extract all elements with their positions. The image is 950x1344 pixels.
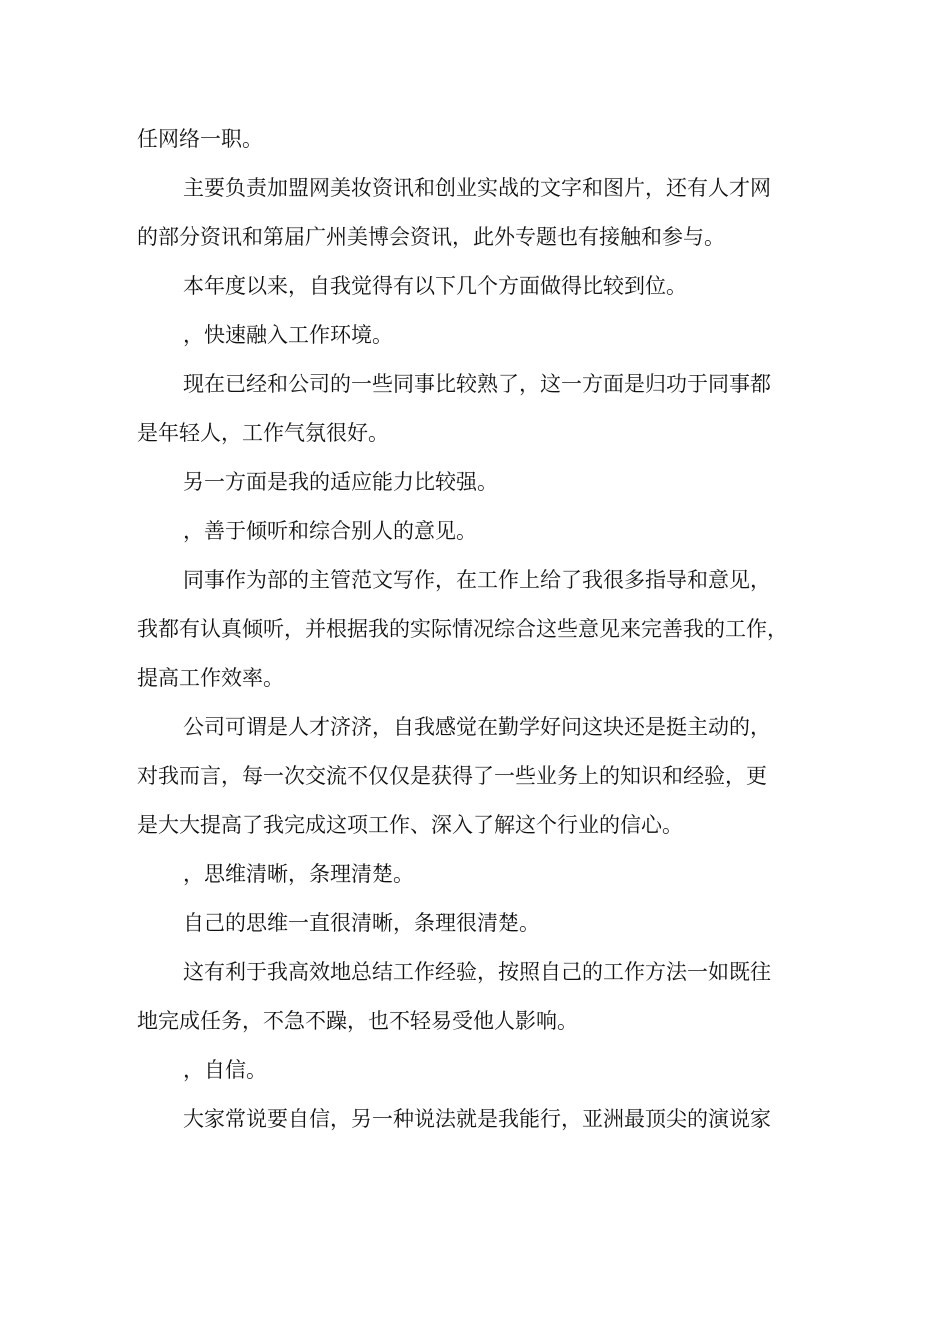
paragraph bbox=[137, 1046, 817, 1095]
paragraph-line: 地完成任务，不急不躁，也不轻易受他人影响。 bbox=[137, 1009, 578, 1033]
paragraph bbox=[137, 1095, 817, 1144]
paragraph bbox=[137, 164, 817, 262]
paragraph-line: 同事作为部的主管范文写作，在工作上给了我很多指导和意见， bbox=[183, 568, 771, 592]
paragraph-line: ，善于倾听和综合别人的意见。 bbox=[183, 519, 477, 543]
paragraph bbox=[137, 262, 817, 311]
paragraph bbox=[137, 360, 817, 458]
paragraph-line: 主要负责加盟网美妆资讯和创业实战的文字和图片，还有人才网 bbox=[183, 176, 771, 200]
paragraph-line: 任网络一职。 bbox=[137, 127, 263, 151]
paragraph bbox=[137, 948, 817, 1046]
paragraph-line: 另一方面是我的适应能力比较强。 bbox=[183, 470, 498, 494]
paragraph-line: 提高工作效率。 bbox=[137, 666, 284, 690]
paragraph bbox=[137, 703, 817, 850]
paragraph bbox=[137, 899, 817, 948]
paragraph-line: 公司可谓是人才济济，自我感觉在勤学好问这块还是挺主动的， bbox=[183, 715, 771, 739]
paragraph-line: 对我而言，每一次交流不仅仅是获得了一些业务上的知识和经验，更 bbox=[137, 764, 767, 788]
paragraph-line: 自己的思维一直很清晰，条理很清楚。 bbox=[183, 911, 540, 935]
paragraph-line: ，快速融入工作环境。 bbox=[183, 323, 393, 347]
paragraph-line: 现在已经和公司的一些同事比较熟了，这一方面是归功于同事都 bbox=[183, 372, 771, 396]
paragraph bbox=[137, 556, 817, 703]
paragraph bbox=[137, 850, 817, 899]
paragraph-line: 是年轻人，工作气氛很好。 bbox=[137, 421, 389, 445]
paragraph-line: ，自信。 bbox=[183, 1058, 267, 1082]
paragraph-line: 本年度以来，自我觉得有以下几个方面做得比较到位。 bbox=[183, 274, 687, 298]
document-body bbox=[137, 115, 817, 1144]
paragraph-line: 我都有认真倾听，并根据我的实际情况综合这些意见来完善我的工作， bbox=[137, 617, 788, 641]
paragraph-line: 的部分资讯和第届广州美博会资讯，此外专题也有接触和参与。 bbox=[137, 225, 725, 249]
paragraph-line: 大家常说要自信，另一种说法就是我能行，亚洲最顶尖的演说家 bbox=[183, 1107, 771, 1131]
paragraph-line: 是大大提高了我完成这项工作、深入了解这个行业的信心。 bbox=[137, 813, 683, 837]
paragraph-line: 这有利于我高效地总结工作经验，按照自己的工作方法一如既往 bbox=[183, 960, 771, 984]
paragraph-line: ，思维清晰，条理清楚。 bbox=[183, 862, 414, 886]
paragraph bbox=[137, 458, 817, 507]
paragraph bbox=[137, 311, 817, 360]
paragraph bbox=[137, 507, 817, 556]
paragraph bbox=[137, 115, 817, 164]
